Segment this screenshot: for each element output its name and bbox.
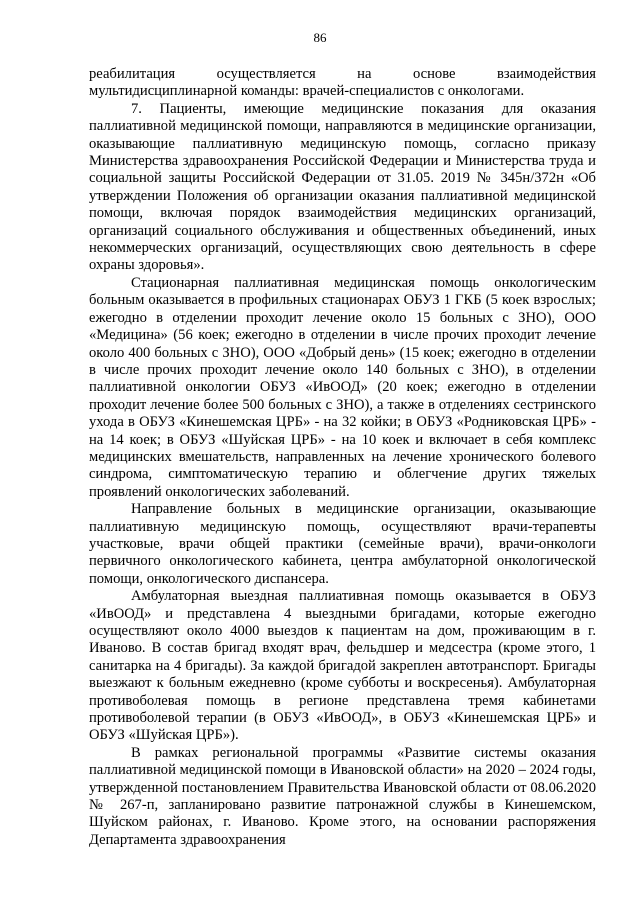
document-body xyxy=(89,66,596,849)
paragraph-4: Направление больных в медицинские организации, оказывающие паллиативную медицинскую помощь, осуществляют врачи-терапевты участковые, врачи общей практики (семейные врачи), врачи-онкологи первичного онкологического кабинета, центра амбулаторной онкологической помощи, онкологического диспансера. xyxy=(89,501,596,587)
paragraph-5: Амбулаторная выездная паллиативная помощь оказывается в ОБУЗ «ИвООД» и представлена 4 выездными бригадами, которые ежегодно осуществляют около 4000 выездов к пациентам на дом, проживающим в г. Иваново. В состав бригад входят врач, фельдшер и медсестра (кроме этого, 1 санитарка на 4 бригады). За каждой бригадой закреплен автотранспорт. Бригады выезжают к больным ежедневно (кроме субботы и воскресенья). Амбулаторная противоболевая помощь в регионе представлена тремя кабинетами противоболевой терапии (в ОБУЗ «ИвООД», в ОБУЗ «Кинешемская ЦРБ» и ОБУЗ «Шуйская ЦРБ»). xyxy=(89,588,596,744)
paragraph-1: реабилитация осуществляется на основе взаимодействия мультидисциплинарной команды: врачей-специалистов с онкологами. xyxy=(89,66,596,100)
paragraph-6: В рамках региональной программы «Развитие системы оказания паллиативной медицинской помощи в Ивановской области» на 2020 – 2024 годы, утвержденной постановлением Правительства Ивановской области от 08.06.2020 № 267-п, запланировано развитие патронажной службы в Кинешемском, Шуйском районах, г. Иваново. Кроме этого, на основании распоряжения Департамента здравоохранения xyxy=(89,744,596,848)
paragraph-2: 7. Пациенты, имеющие медицинские показания для оказания паллиативной медицинской помощи, направляются в медицинские организации, оказывающие паллиативную медицинскую помощь, согласно приказу Министерства здравоохранения Российской Федерации и Министерства труда и социальной защиты Российской Федерации от 31.05. 2019 № 345н/372н «Об утверждении Положения об организации оказания паллиативной медицинской помощи, включая порядок взаимодействия медицинских организаций, организаций социального обслуживания и общественных объединений, иных некоммерческих организаций, осуществляющих свою деятельность в сфере охраны здоровья». xyxy=(89,100,596,274)
page-number: 86 xyxy=(313,30,327,45)
paragraph-3: Стационарная паллиативная медицинская помощь онкологическим больным оказывается в профильных стационарах ОБУЗ 1 ГКБ (5 коек взрослых; ежегодно в отделении проходит лечение около 15 больных с ЗНО), ООО «Медицина» (56 коек; ежегодно в отделении в числе прочих проходит лечение около 400 больных с ЗНО), ООО «Добрый день» (15 коек; ежегодно в отделении в числе прочих проходит лечение около 140 больных с ЗНО), в отделении паллиативной онкологии ОБУЗ «ИвООД» (20 коек; ежегодно в отделении проходит лечение более 500 больных с ЗНО), а также в отделениях сестринского ухода в ОБУЗ «Кинешемская ЦРБ» - на 32 койки; в ОБУЗ «Родниковская ЦРБ» - на 14 коек; в ОБУЗ «Шуйская ЦРБ» - на 10 коек и включает в себя комплекс медицинских вмешательств, направленных на лечение хронического болевого синдрома, симптоматическую терапию и облегчение других тяжелых проявлений онкологических заболеваний. xyxy=(89,274,596,500)
